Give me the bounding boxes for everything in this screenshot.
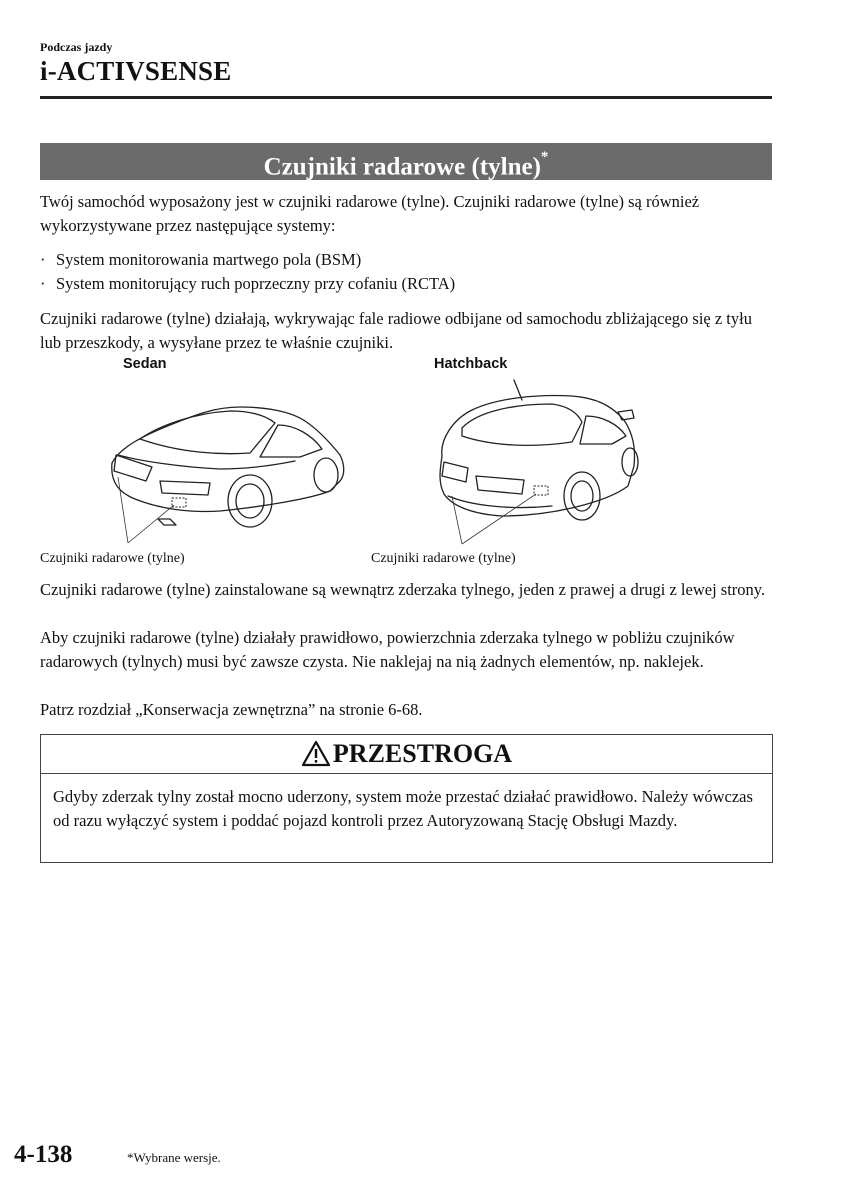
warning-triangle-icon <box>301 740 331 767</box>
breadcrumb: Podczas jazdy <box>40 40 113 54</box>
sedan-rear-illustration <box>100 395 360 545</box>
hatchback-rear-illustration <box>432 376 647 546</box>
warning-header <box>41 735 772 774</box>
hatchback-rear-wheel <box>564 472 600 520</box>
bullet-text: System monitorowania martwego pola (BSM) <box>56 250 362 269</box>
bullet-item <box>40 248 361 272</box>
sedan-leader-line <box>128 505 174 543</box>
footnote: *Wybrane wersje. <box>127 1150 221 1165</box>
hatchback-front-wheel <box>622 448 638 476</box>
page-title-band <box>40 143 772 180</box>
section-title: i-ACTIVSENSE <box>40 56 232 86</box>
hatchback-side-window <box>580 416 626 444</box>
warning-box <box>40 734 773 863</box>
sedan-rear-window <box>140 411 275 454</box>
bullet-marker: · <box>40 250 46 269</box>
intro-paragraph: Twój samochód wyposażony jest w czujniki radarowe (tylne). Czujniki radarowe (tylne) są również wykorzystywane przez następujące systemy: <box>40 192 700 235</box>
sedan-caption: Czujniki radarowe (tylne) <box>40 551 185 566</box>
sedan-leader-line <box>118 477 128 543</box>
header-divider <box>40 96 772 99</box>
sedan-front-wheel <box>314 458 338 492</box>
hatchback-body-outline <box>440 396 635 516</box>
page-title: Czujniki radarowe (tylne) <box>263 153 541 181</box>
sedan-label: Sedan <box>123 356 167 372</box>
hatchback-tail-light <box>442 462 468 482</box>
hatchback-leader-line <box>462 494 536 544</box>
hatchback-rear-window <box>462 404 582 445</box>
bullet-marker: · <box>40 274 46 293</box>
reference-paragraph: Patrz rozdział „Konserwacja zewnętrzna” na stronie 6-68. <box>40 700 423 719</box>
hatchback-caption: Czujniki radarowe (tylne) <box>371 551 516 566</box>
hatchback-label: Hatchback <box>434 356 508 372</box>
sedan-rear-wheel <box>228 475 272 527</box>
operation-paragraph: Czujniki radarowe (tylne) działają, wykrywając fale radiowe odbijane od samochodu zbliżającego się z tyłu lub przeszkody, a wysyłane przez te właśnie czujniki. <box>40 309 752 352</box>
hatchback-sensor-marker <box>534 486 548 495</box>
title-footnote-mark: * <box>540 149 549 165</box>
warning-title: PRZESTROGA <box>332 739 513 768</box>
bullet-text: System monitorujący ruch poprzeczny przy cofaniu (RCTA) <box>56 274 456 293</box>
warning-text: Gdyby zderzak tylny został mocno uderzony, system może przestać działać prawidłowo. Należy wówczas od razu wyłączyć system i poddać pojazd kontroli przez Autoryzowaną Stację Obsługi Mazdy. <box>53 787 753 830</box>
hatchback-leader-line <box>452 496 462 544</box>
cleaning-paragraph: Aby czujniki radarowe (tylne) działały prawidłowo, powierzchnia zderzaka tylnego w pobliżu czujników radarowych (tylnych) musi być zawsze czysta. Nie naklejaj na nią żadnych elementów, np. naklejek. <box>40 628 735 671</box>
page-number: 4-138 <box>14 1141 73 1168</box>
bullet-item <box>40 272 455 296</box>
location-paragraph: Czujniki radarowe (tylne) zainstalowane są wewnątrz zderzaka tylnego, jeden z prawej a drugi z lewej strony. <box>40 580 766 599</box>
sedan-sensor-marker <box>172 498 186 507</box>
